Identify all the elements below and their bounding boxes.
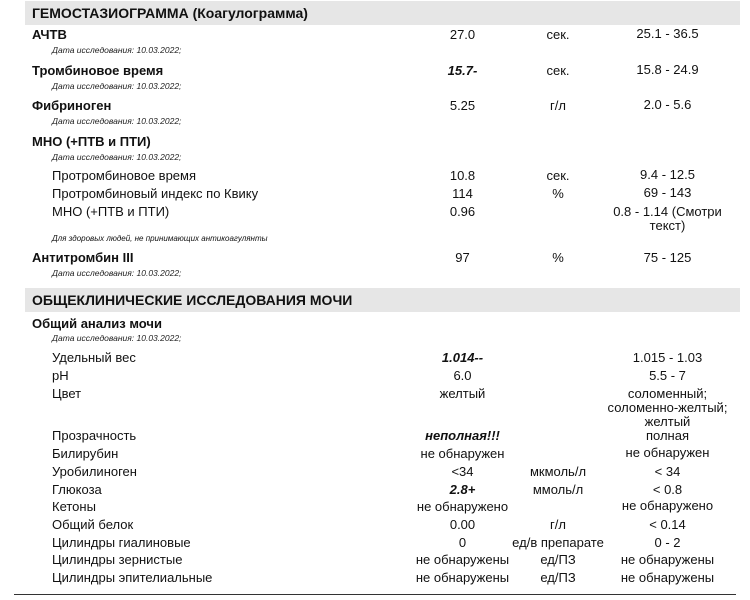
test-unit-fibrinogen: г/л <box>550 98 566 113</box>
bottom-divider <box>14 594 736 595</box>
row-ref-quick-index: 69 - 143 <box>643 185 692 200</box>
test-unit-antithrombin: % <box>552 250 564 265</box>
row-name-bilirubin: Билирубин <box>52 446 119 461</box>
row-value-granular-casts: не обнаружены <box>415 552 510 567</box>
test-date-antithrombin: Дата исследования: 10.03.2022; <box>52 268 182 278</box>
row-ref-epithelial-casts: не обнаружены <box>620 570 715 585</box>
row-name-hyaline-casts: Цилиндры гиалиновые <box>52 535 191 550</box>
row-name-glucose: Глюкоза <box>52 482 102 497</box>
row-name-inr: МНО (+ПТВ и ПТИ) <box>52 204 170 219</box>
test-value-apt: 27.0 <box>449 27 476 42</box>
row-ref-color-line3: желтый <box>644 414 691 429</box>
row-ref-bilirubin: не обнаружен <box>625 445 710 460</box>
row-ref-inr-line1: 0.8 - 1.14 (Смотри <box>613 204 722 219</box>
test-ref-apt: 25.1 - 36.5 <box>636 26 699 41</box>
test-date-fibrinogen: Дата исследования: 10.03.2022; <box>52 116 182 126</box>
row-value-bilirubin: не обнаружен <box>420 446 505 461</box>
row-value-urobilinogen: <34 <box>451 464 474 479</box>
row-unit-granular-casts: ед/ПЗ <box>540 552 576 567</box>
row-value-glucose: 2.8+ <box>449 482 476 497</box>
section-title-urine: ОБЩЕКЛИНИЧЕСКИЕ ИССЛЕДОВАНИЯ МОЧИ <box>32 292 353 308</box>
row-ref-hyaline-casts: 0 - 2 <box>654 535 681 550</box>
row-ref-ph: 5.5 - 7 <box>649 368 686 383</box>
row-ref-specific-gravity: 1.015 - 1.03 <box>632 350 703 365</box>
test-value-fibrinogen: 5.25 <box>449 98 476 113</box>
row-unit-urobilinogen: мкмоль/л <box>529 464 587 479</box>
row-ref-ketones: не обнаружено <box>621 498 714 513</box>
row-name-protein: Общий белок <box>52 517 134 532</box>
row-ref-clarity: полная <box>645 428 690 443</box>
test-date-apt: Дата исследования: 10.03.2022; <box>52 45 182 55</box>
mno-note: Для здоровых людей, не принимающих антикоагулянты <box>52 234 268 243</box>
row-value-quick-index: 114 <box>452 186 473 201</box>
row-unit-hyaline-casts: ед/в препарате <box>512 535 604 550</box>
row-value-clarity: неполная!!! <box>425 428 500 443</box>
test-date-urinalysis: Дата исследования: 10.03.2022; <box>52 333 182 343</box>
row-name-urobilinogen: Уробилиноген <box>52 464 137 479</box>
test-name-antithrombin: Антитромбин III <box>32 250 134 265</box>
row-ref-inr-line2: текст) <box>649 218 686 233</box>
test-date-thrombin-time: Дата исследования: 10.03.2022; <box>52 81 182 91</box>
row-name-specific-gravity: Удельный вес <box>52 350 136 365</box>
row-unit-quick-index: % <box>552 186 564 201</box>
row-ref-color-line1: соломенный; <box>627 386 708 401</box>
row-ref-granular-casts: не обнаружены <box>620 552 715 567</box>
test-name-thrombin-time: Тромбиновое время <box>32 63 164 78</box>
test-unit-apt: сек. <box>546 27 570 42</box>
row-name-ketones: Кетоны <box>52 499 96 514</box>
row-name-prothrombin-time: Протромбиновое время <box>52 168 197 183</box>
row-value-ph: 6.0 <box>453 368 472 383</box>
row-name-ph: pH <box>52 368 69 383</box>
test-ref-thrombin-time: 15.8 - 24.9 <box>636 62 699 77</box>
test-name-urinalysis: Общий анализ мочи <box>32 316 162 331</box>
row-ref-prothrombin-time: 9.4 - 12.5 <box>640 167 695 182</box>
row-name-granular-casts: Цилиндры зернистые <box>52 552 183 567</box>
test-name-apt: АЧТВ <box>32 27 67 42</box>
test-unit-thrombin-time: сек. <box>546 63 570 78</box>
row-unit-epithelial-casts: ед/ПЗ <box>540 570 576 585</box>
row-value-protein: 0.00 <box>449 517 476 532</box>
row-ref-glucose: < 0.8 <box>652 482 683 497</box>
row-ref-color-line2: соломенно-желтый; <box>607 400 728 415</box>
row-name-epithelial-casts: Цилиндры эпителиальные <box>52 570 213 585</box>
row-name-clarity: Прозрачность <box>52 428 137 443</box>
row-value-hyaline-casts: 0 <box>458 535 467 550</box>
row-unit-prothrombin-time: сек. <box>546 168 570 183</box>
test-name-mno: МНО (+ПТВ и ПТИ) <box>32 134 151 149</box>
row-value-epithelial-casts: не обнаружены <box>415 570 510 585</box>
test-value-antithrombin: 97 <box>455 250 470 265</box>
row-name-color: Цвет <box>52 386 82 401</box>
row-value-ketones: не обнаружено <box>416 499 509 514</box>
row-value-prothrombin-time: 10.8 <box>449 168 476 183</box>
row-ref-urobilinogen: < 34 <box>654 464 681 479</box>
test-ref-antithrombin: 75 - 125 <box>643 250 692 265</box>
test-name-fibrinogen: Фибриноген <box>32 98 112 113</box>
test-ref-fibrinogen: 2.0 - 5.6 <box>643 97 692 112</box>
row-value-specific-gravity: 1.014-- <box>441 350 484 365</box>
row-name-quick-index: Протромбиновый индекс по Квику <box>52 186 259 201</box>
row-unit-glucose: ммоль/л <box>532 482 584 497</box>
test-value-thrombin-time: 15.7- <box>447 63 478 78</box>
row-value-inr: 0.96 <box>449 204 476 219</box>
row-unit-protein: г/л <box>550 517 566 532</box>
test-date-mno: Дата исследования: 10.03.2022; <box>52 152 182 162</box>
section-title-hemostasis: ГЕМОСТАЗИОГРАММА (Коагулограмма) <box>32 5 308 21</box>
row-value-color: желтый <box>439 386 486 401</box>
row-ref-protein: < 0.14 <box>649 517 686 532</box>
